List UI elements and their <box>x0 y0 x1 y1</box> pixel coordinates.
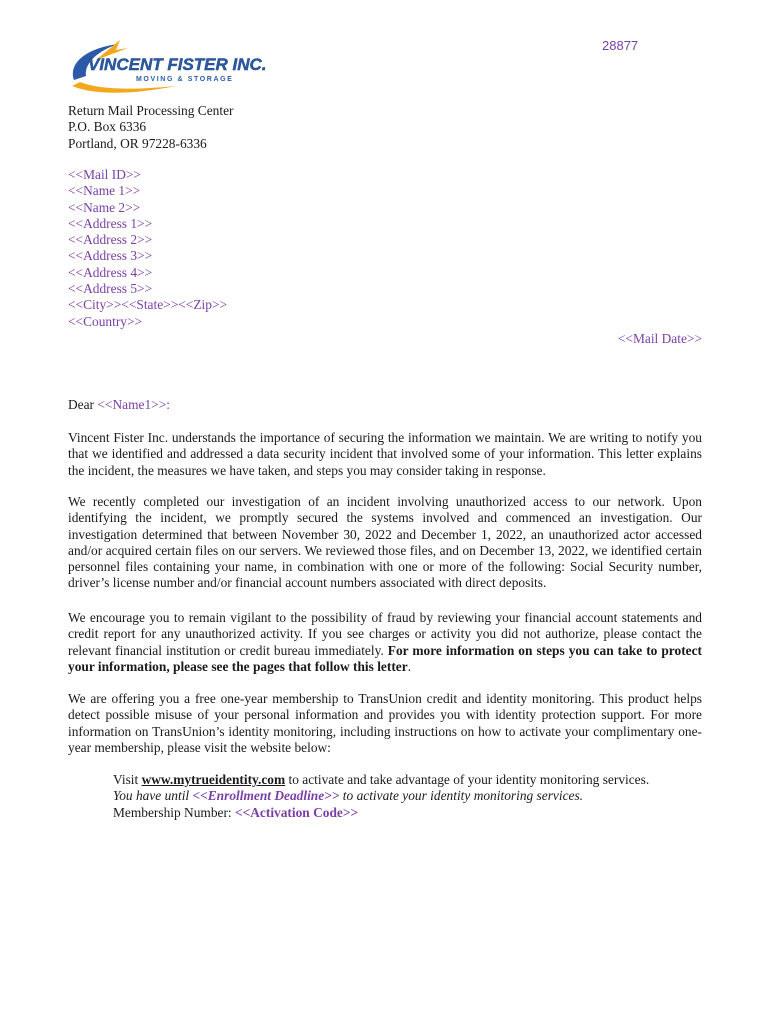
deadline-line <box>113 788 649 804</box>
monitoring-instructions <box>113 772 649 821</box>
deadline-suffix: to activate your identity monitoring services. <box>339 788 584 804</box>
return-address-line: P.O. Box 6336 <box>68 119 147 135</box>
membership-line <box>113 805 649 821</box>
deadline-prefix: You have until <box>113 788 193 804</box>
visit-line <box>113 772 649 788</box>
merge-field: <<Name 2>> <box>68 199 141 215</box>
merge-field: <<Mail ID>> <box>68 167 141 182</box>
membership-label: Membership Number: <box>113 804 235 820</box>
paragraph-monitoring-offer: We are offering you a free one-year membership to TransUnion credit and identity monitoring. This product helps detect possible misuse of your personal information and provides you with identity protection support. For more information on TransUnion’s identity monitoring, including instructions on how to activate your complimentary one-year membership, please visit the website below: <box>68 691 702 755</box>
logo-tagline: MOVING & STORAGE <box>136 76 234 83</box>
merge-field: <<Address 1>> <box>68 215 153 231</box>
return-address-line: Portland, OR 97228-6336 <box>68 135 207 151</box>
mail-date: <<Mail Date>> <box>617 331 702 346</box>
paragraph-vigilance-end: . <box>407 658 412 674</box>
paragraph-investigation: We recently completed our investigation of an incident involving unauthorized access to our network. Upon identifying the incident, we promptly secured the systems involved and commenced an investigation. Our investigation determined that between November 30, 2022 and December 1, 2022, an unauthorized actor accessed and/or acquired certain files on our servers. We reviewed those files, and on December 13, 2022, we identified certain personnel files containing your name, in combination with one or more of the following: Social Security number, driver’s license number and/or financial account numbers associated with direct deposits. <box>68 494 702 591</box>
salutation <box>68 397 170 413</box>
paragraph-vigilance-bold: For more information on steps you can take to protect your information, please see the pages that follow this letter <box>68 642 702 674</box>
mytrueidentity-link[interactable]: www.mytrueidentity.com <box>141 772 286 787</box>
salutation-prefix: Dear <box>68 397 98 412</box>
merge-field: <<Address 2>> <box>68 232 153 248</box>
logo-company-name: VINCENT FISTER INC. <box>88 55 267 74</box>
merge-field: <<Country>> <box>68 313 143 329</box>
activation-code-placeholder: <<Activation Code>> <box>234 804 359 820</box>
merge-field: <<City>><<State>><<Zip>> <box>68 297 228 313</box>
paragraph-vigilance <box>68 610 702 675</box>
recipient-merge-fields <box>68 167 227 330</box>
merge-field: <<Address 3>> <box>68 248 153 264</box>
merge-field: <<Address 4>> <box>68 264 153 280</box>
enrollment-deadline-placeholder: <<Enrollment Deadline>> <box>192 788 340 804</box>
visit-suffix: to activate and take advantage of your identity monitoring services. <box>285 772 650 787</box>
document-number: 28877 <box>602 38 639 53</box>
return-address <box>68 103 234 152</box>
visit-prefix: Visit <box>113 772 142 787</box>
return-address-line: Return Mail Processing Center <box>68 103 234 118</box>
paragraph-intro: Vincent Fister Inc. understands the importance of securing the information we maintain. We are writing to notify you that we identified and addressed a data security incident that involved some of your information. This letter explains the incident, the measures we have taken, and steps you may consider taking in response. <box>68 430 702 478</box>
salutation-placeholder: <<Name1>>: <box>97 397 170 412</box>
company-logo <box>66 36 276 98</box>
merge-field: <<Name 1>> <box>68 183 141 199</box>
logo-swoosh-accent <box>72 82 176 93</box>
merge-field: <<Address 5>> <box>68 281 153 297</box>
paragraph-vigilance-text: We encourage you to remain vigilant to the possibility of fraud by reviewing your financial account statements and credit report for any unauthorized activity. If you see charges or activity you did not authorize, please contact the relevant financial institution or credit bureau immediately. <box>68 610 702 658</box>
